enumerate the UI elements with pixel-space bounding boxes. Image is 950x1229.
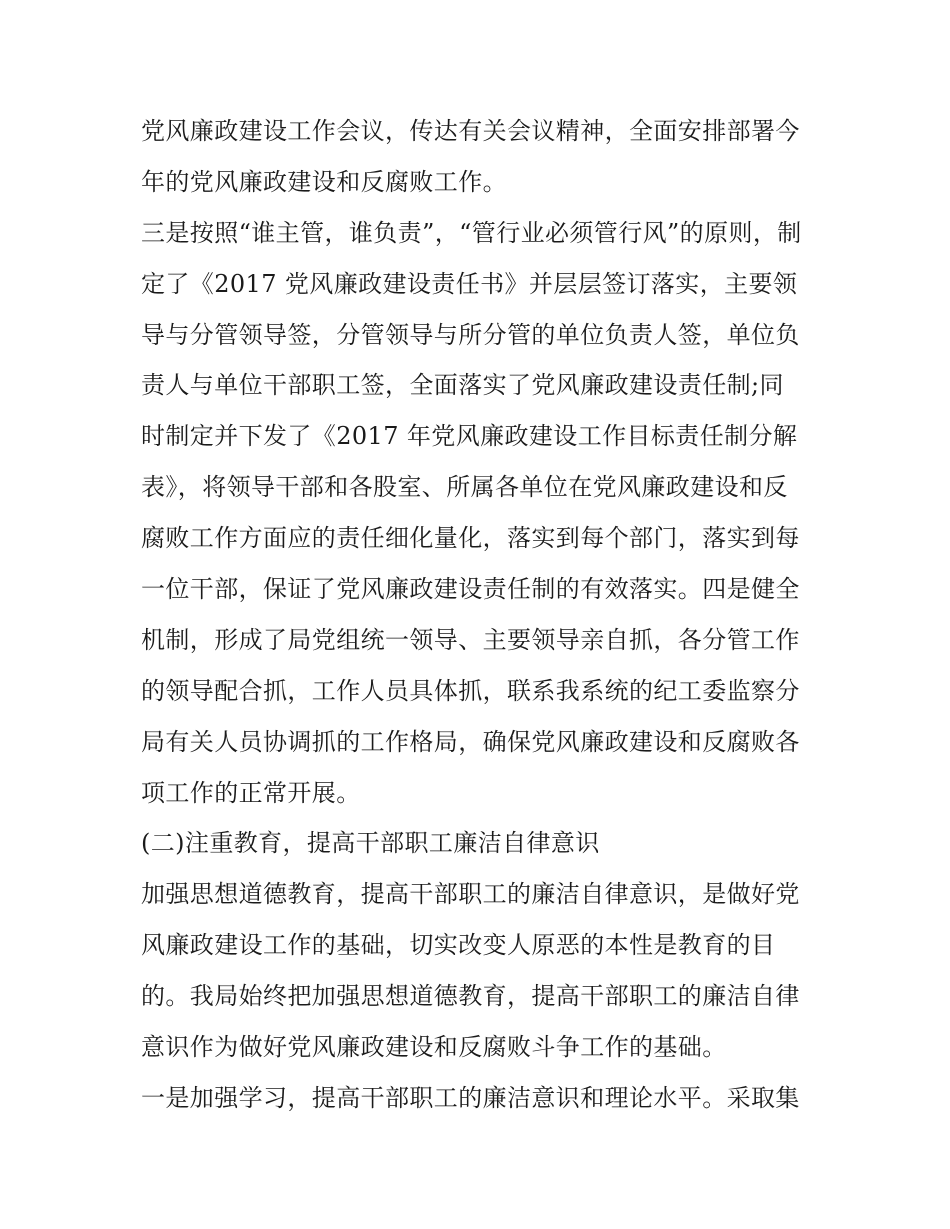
text-line: 导与分管领导签，分管领导与所分管的单位负责人签，单位负 <box>141 320 800 349</box>
text-line: 项工作的正常开展。 <box>141 778 361 807</box>
text-line: 三是按照“谁主管，谁负责”，“管行业必须管行风”的原则，制 <box>141 218 802 247</box>
text-line: 一位干部，保证了党风廉政建设责任制的有效落实。四是健全 <box>141 575 800 604</box>
text-line: 腐败工作方面应的责任细化量化，落实到每个部门，落实到每 <box>141 524 800 553</box>
text-line: 党风廉政建设工作会议，传达有关会议精神，全面安排部署今 <box>141 117 800 145</box>
text-line: 时制定并下发了《2017 年党风廉政建设工作目标责任制分解 <box>141 422 798 451</box>
text-line: 意识作为做好党风廉政建设和反腐败斗争工作的基础。 <box>141 1033 727 1062</box>
text-line: 的。我局始终把加强思想道德教育，提高干部职工的廉洁自律 <box>141 982 800 1011</box>
text-line: 局有关人员协调抓的工作格局，确保党风廉政建设和反腐败各 <box>141 727 800 756</box>
text-line: 机制，形成了局党组统一领导、主要领导亲自抓，各分管工作 <box>141 625 800 654</box>
text-line: 表》，将领导干部和各股室、所属各单位在党风廉政建设和反 <box>141 473 788 502</box>
document-body <box>141 106 821 1124</box>
text-line: 的领导配合抓，工作人员具体抓，联系我系统的纪工委监察分 <box>141 676 800 705</box>
text-line: 年的党风廉政建设和反腐败工作。 <box>141 167 507 196</box>
text-line: 加强思想道德教育，提高干部职工的廉洁自律意识，是做好党 <box>141 880 800 909</box>
section-heading: (二)注重教育，提高干部职工廉洁自律意识 <box>141 829 600 858</box>
text-line: 风廉政建设工作的基础，切实改变人原恶的本性是教育的目 <box>141 931 776 960</box>
text-line: 定了《2017 党风廉政建设责任书》并层层签订落实，主要领 <box>141 269 798 298</box>
text-line: 责人与单位干部职工签，全面落实了党风廉政建设责任制;同 <box>141 371 784 400</box>
text-line: 一是加强学习，提高干部职工的廉洁意识和理论水平。采取集 <box>141 1083 800 1112</box>
